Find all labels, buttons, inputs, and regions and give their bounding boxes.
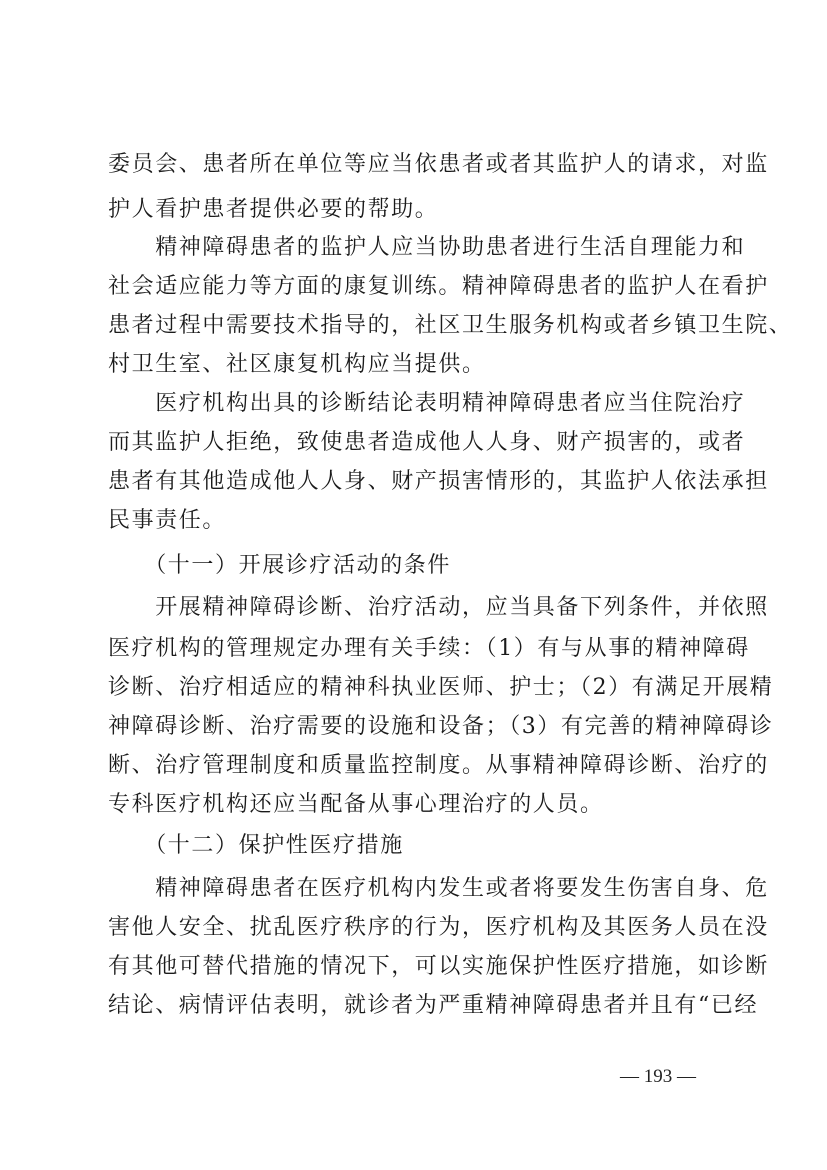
- text-line: 精神障碍患者在医疗机构内发生或者将要发生伤害自身、危: [108, 876, 769, 901]
- text-line: 护人看护患者提供必要的帮助。: [108, 197, 439, 222]
- text-line: 民事责任。: [108, 508, 227, 533]
- page-number: — 193 —: [620, 1066, 696, 1087]
- text-line: 医疗机构出具的诊断结论表明精神障碍患者应当住院治疗: [108, 391, 746, 416]
- text-line: 患者过程中需要技术指导的，社区卫生服务机构或者乡镇卫生院、: [108, 313, 793, 338]
- text-line: 结论、病情评估表明，就诊者为严重精神障碍患者并且有“已经: [108, 993, 759, 1018]
- text-line: 社会适应能力等方面的康复训练。精神障碍患者的监护人在看护: [108, 274, 769, 299]
- text-line: 委员会、患者所在单位等应当依患者或者其监护人的请求，对监: [108, 152, 769, 177]
- text-line: 精神障碍患者的监护人应当协助患者进行生活自理能力和: [108, 235, 746, 260]
- text-line: 神障碍诊断、治疗需要的设施和设备；（3）有完善的精神障碍诊: [108, 714, 774, 739]
- text-line: 村卫生室、社区康复机构应当提供。: [108, 352, 486, 377]
- section-heading: （十二）保护性医疗措施: [108, 833, 404, 858]
- text-line: 专科医疗机构还应当配备从事心理治疗的人员。: [108, 792, 604, 817]
- text-line: 医疗机构的管理规定办理有关手续：（1）有与从事的精神障碍: [108, 636, 750, 661]
- section-heading: （十一）开展诊疗活动的条件: [108, 553, 452, 578]
- text-line: 患者有其他造成他人人身、财产损害情形的，其监护人依法承担: [108, 469, 769, 494]
- text-line: 害他人安全、扰乱医疗秩序的行为，医疗机构及其医务人员在没: [108, 915, 769, 940]
- text-line: 断、治疗管理制度和质量监控制度。从事精神障碍诊断、治疗的: [108, 753, 769, 778]
- text-line: 而其监护人拒绝，致使患者造成他人人身、财产损害的，或者: [108, 430, 746, 455]
- text-line: 诊断、治疗相适应的精神科执业医师、护士；（2）有满足开展精: [108, 675, 774, 700]
- text-line: 开展精神障碍诊断、治疗活动，应当具备下列条件，并依照: [108, 595, 769, 620]
- text-line: 有其他可替代措施的情况下，可以实施保护性医疗措施，如诊断: [108, 954, 769, 979]
